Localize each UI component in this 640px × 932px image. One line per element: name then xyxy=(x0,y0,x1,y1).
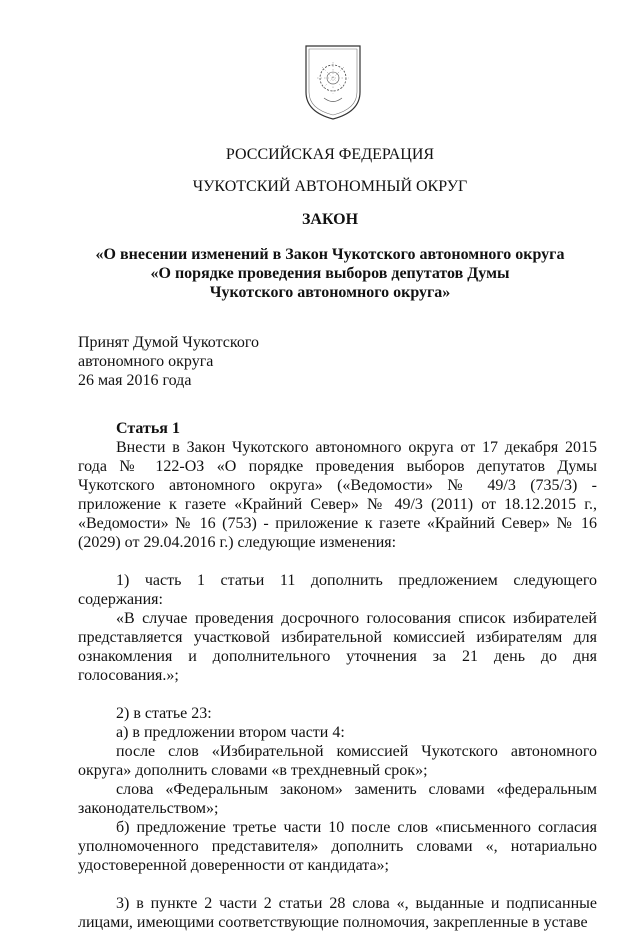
okrug-heading: ЧУКОТСКИЙ АВТОНОМНЫЙ ОКРУГ xyxy=(192,178,468,195)
law-title xyxy=(60,245,600,302)
law-title-line: Чукотского автономного округа» xyxy=(209,284,451,301)
coat-of-arms-icon xyxy=(302,42,364,122)
acceptance-line: Принят Думой Чукотского xyxy=(78,334,259,351)
item-2-a: а) в предложении втором части 4: xyxy=(116,724,345,741)
item-2-b: б) предложение третье части 10 после слов «письменного согласия уполномоченного представителя» дополнить словами «, нотариально удостоверенной доверенности от кандидата»; xyxy=(78,819,597,874)
article-heading: Статья 1 xyxy=(116,420,180,437)
law-title-line: «О внесении изменений в Закон Чукотского автономного округа xyxy=(95,246,565,263)
acceptance-note xyxy=(78,333,259,390)
item-2-a-2: слова «Федеральным законом» заменить словами «федеральным законодательством»; xyxy=(78,781,597,817)
item-3: 3) в пункте 2 части 2 статьи 28 слова «, выданные и подписанные лицами, имеющими соответствующие полномочия, закрепленные в уставе xyxy=(78,895,597,931)
article-intro: Внести в Закон Чукотского автономного округа от 17 декабря 2015 года № 122-ОЗ «О порядке проведения выборов депутатов Думы Чукотского автономного округа» («Ведомости» № 49/3 (735/3) - приложение к газете «Крайний Север» № 49/3 (2011) от 18.12.2015 г., «Ведомости» № 16 (753) - приложение к газете «Крайний Север» № 16 (2029) от 29.04.2016 г.) следующие изменения: xyxy=(78,439,597,551)
acceptance-line: автономного округа xyxy=(78,353,214,370)
federation-heading: РОССИЙСКАЯ ФЕДЕРАЦИЯ xyxy=(225,146,435,163)
item-2: 2) в статье 23: xyxy=(116,705,212,722)
item-1-quote: «В случае проведения досрочного голосования список избирателей представляется участковой избирательной комиссией избирателям для ознакомления и дополнительного уточнения за 21 день до дня голосования.»; xyxy=(78,610,597,684)
law-title-line: «О порядке проведения выборов депутатов Думы xyxy=(150,265,510,282)
article-body xyxy=(78,419,597,932)
item-1: 1) часть 1 статьи 11 дополнить предложением следующего содержания: xyxy=(78,572,597,608)
item-2-a-1: после слов «Избирательной комиссией Чукотского автономного округа» дополнить словами «в трехдневный срок»; xyxy=(78,743,597,779)
acceptance-line: 26 мая 2016 года xyxy=(78,372,192,389)
document-type: ЗАКОН xyxy=(301,211,359,228)
